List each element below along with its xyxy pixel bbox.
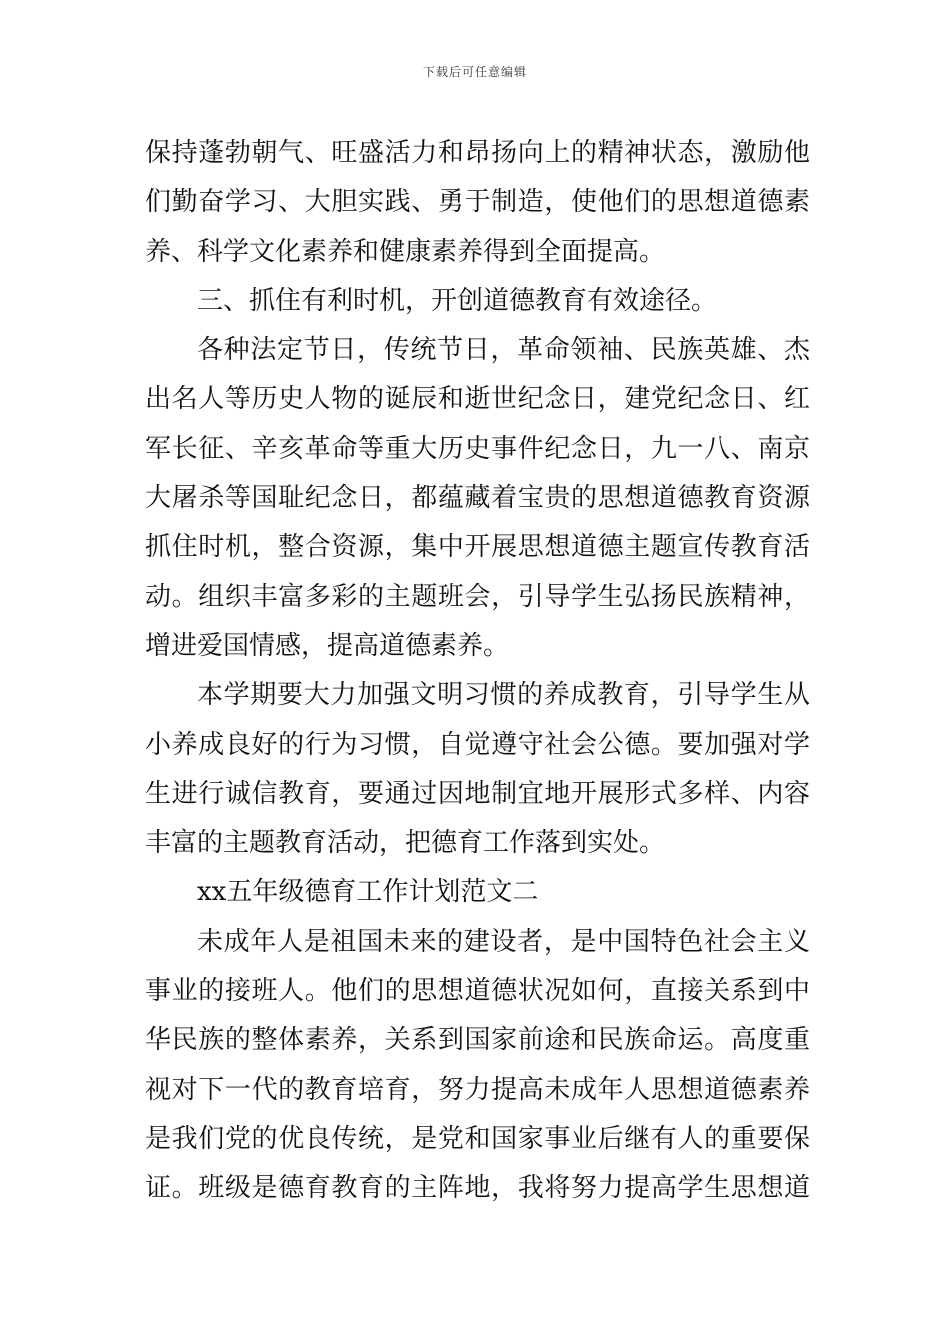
- text-line: 丰富的主题教育活动，把德育工作落到实处。: [145, 828, 666, 859]
- text-line: 们勤奋学习、大胆实践、勇于制造，使他们的思想道德素: [145, 187, 810, 218]
- text-line: 各种法定节日，传统节日，革命领袖、民族英雄、杰: [197, 335, 810, 366]
- text-line: 证。班级是德育教育的主阵地，我将努力提高学生思想道: [145, 1173, 810, 1204]
- text-line: 生进行诚信教育，要通过因地制宜地开展形式多样、内容: [145, 778, 810, 809]
- text-line: 本学期要大力加强文明习惯的养成教育，引导学生从: [197, 680, 810, 711]
- text-line: 视对下一代的教育培育，努力提高未成年人思想道德素养: [145, 1074, 810, 1105]
- text-line: 抓住时机，整合资源，集中开展思想道德主题宣传教育活: [145, 532, 810, 563]
- text-line: 军长征、辛亥革命等重大历史事件纪念日，九一八、南京: [145, 433, 810, 464]
- text-line: 出名人等历史人物的诞辰和逝世纪念日，建党纪念日、红: [145, 384, 810, 415]
- text-line: 是我们党的优良传统，是党和国家事业后继有人的重要保: [145, 1123, 810, 1154]
- text-line: 未成年人是祖国未来的建设者，是中国特色社会主义: [197, 926, 810, 957]
- document-body: [145, 129, 810, 1214]
- text-line: 大屠杀等国耻纪念日，都蕴藏着宝贵的思想道德教育资源: [145, 483, 810, 514]
- subtitle: xx五年级德育工作计划范文二: [197, 877, 539, 908]
- text-line: 增进爱国情感，提高道德素养。: [145, 630, 510, 661]
- text-line: 保持蓬勃朝气、旺盛活力和昂扬向上的精神状态，激励他: [145, 138, 810, 168]
- text-line: 养、科学文化素养和健康素养得到全面提高。: [145, 236, 666, 267]
- text-line: 小养成良好的行为习惯，自觉遵守社会公德。要加强对学: [145, 729, 810, 760]
- text-line: 华民族的整体素养，关系到国家前途和民族命运。高度重: [145, 1025, 810, 1056]
- text-line: 事业的接班人。他们的思想道德状况如何，直接关系到中: [145, 976, 810, 1007]
- section-heading: 三、抓住有利时机，开创道德教育有效途径。: [197, 285, 718, 316]
- text-line: 动。组织丰富多彩的主题班会，引导学生弘扬民族精神，: [145, 581, 810, 612]
- page-header-note: 下载后可任意编辑: [422, 65, 527, 79]
